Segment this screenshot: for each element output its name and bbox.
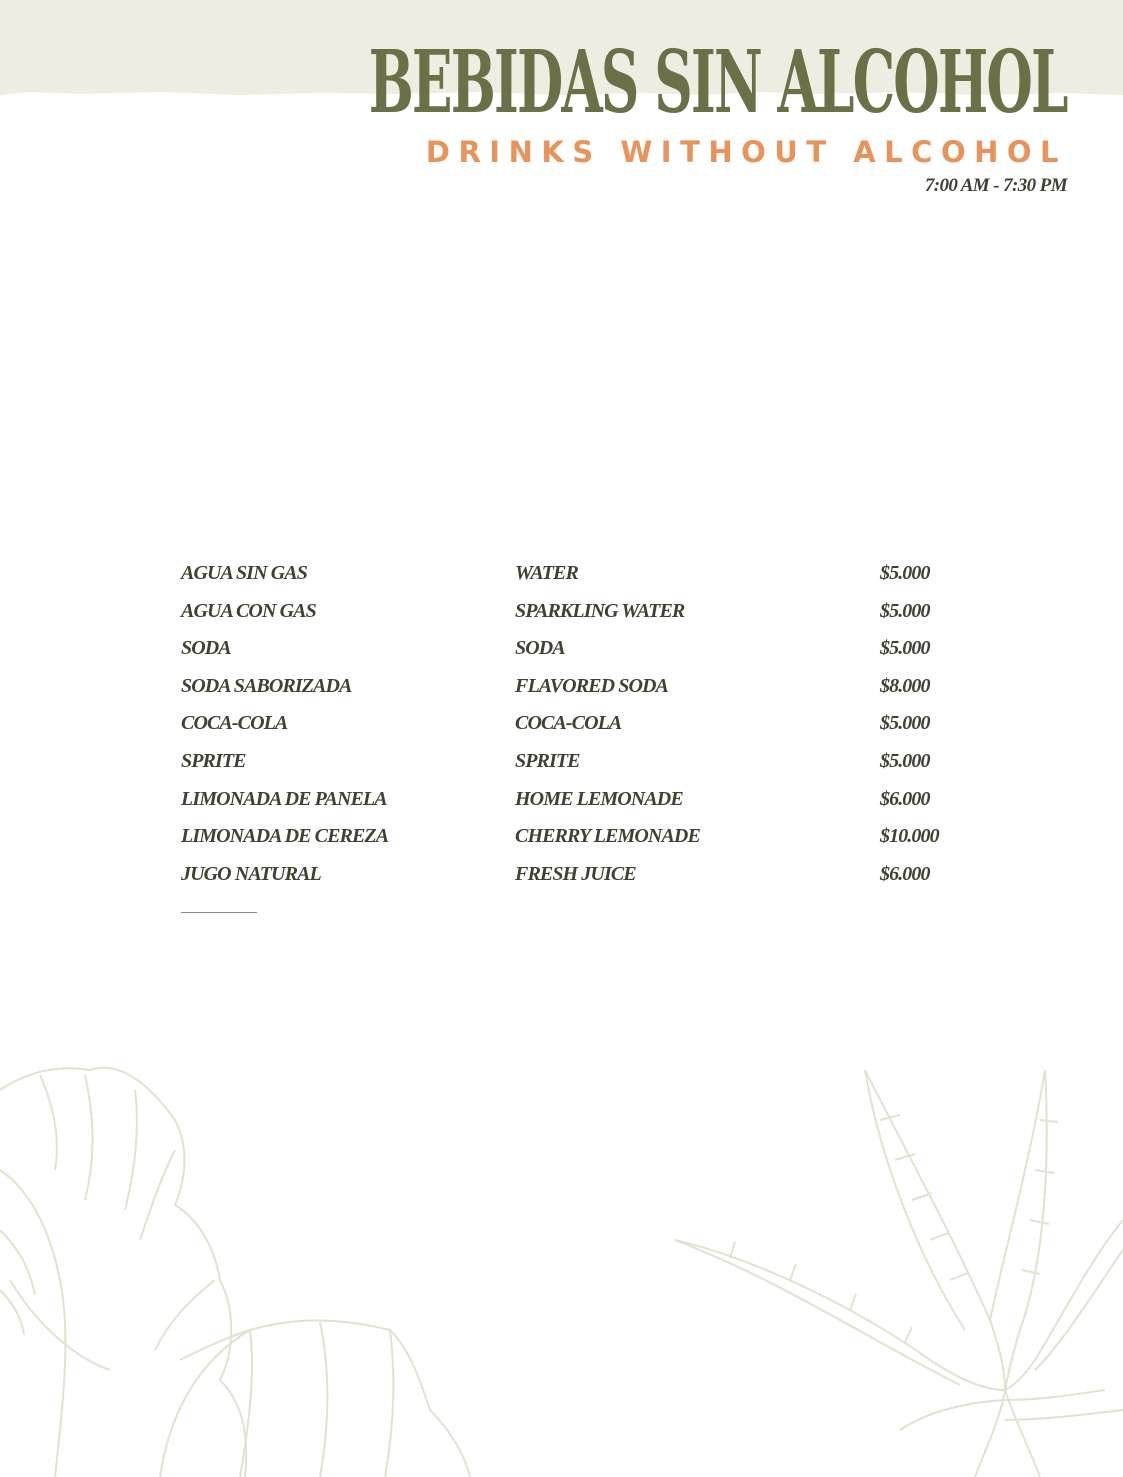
menu-row — [181, 710, 981, 748]
item-name-en: HOME LEMONADE — [515, 787, 683, 810]
item-name-en: SPARKLING WATER — [515, 599, 685, 622]
menu-row — [181, 861, 981, 899]
divider — [181, 912, 257, 913]
item-price: $8.000 — [880, 674, 930, 697]
drinks-menu — [181, 560, 981, 898]
item-name-es: AGUA SIN GAS — [181, 562, 307, 584]
item-name-en: WATER — [515, 562, 578, 584]
item-name-es: SPRITE — [181, 749, 246, 772]
item-name-es: SODA — [181, 637, 231, 660]
menu-row — [181, 598, 981, 636]
monstera-leaf-icon — [0, 1068, 470, 1477]
item-name-es: LIMONADA DE CEREZA — [181, 825, 389, 848]
botanical-decoration — [0, 1030, 1123, 1477]
opening-hours: 7:00 AM - 7:30 PM — [924, 175, 1067, 196]
item-name-es: JUGO NATURAL — [181, 862, 321, 885]
item-name-en: COCA-COLA — [515, 712, 622, 735]
item-price: $5.000 — [880, 599, 930, 622]
menu-row — [181, 748, 981, 786]
item-name-es: SODA SABORIZADA — [181, 674, 352, 697]
menu-row — [181, 560, 981, 598]
item-name-en: FRESH JUICE — [515, 862, 636, 885]
item-price: $5.000 — [880, 712, 930, 735]
item-name-en: SPRITE — [515, 749, 580, 772]
agave-plant-icon — [675, 1070, 1123, 1477]
item-name-en: CHERRY LEMONADE — [515, 825, 700, 848]
item-price: $6.000 — [880, 787, 930, 810]
item-name-en: FLAVORED SODA — [515, 674, 668, 697]
item-name-en: SODA — [515, 637, 565, 660]
item-price: $5.000 — [880, 637, 930, 660]
item-price: $5.000 — [880, 749, 930, 772]
menu-row — [181, 635, 981, 673]
item-name-es: LIMONADA DE PANELA — [181, 787, 387, 810]
page-title: BEBIDAS SIN ALCOHOL — [369, 32, 1067, 133]
page-subtitle: DRINKS WITHOUT ALCOHOL — [425, 135, 1067, 169]
item-name-es: COCA-COLA — [181, 712, 288, 735]
item-price: $10.000 — [880, 825, 939, 848]
item-price: $5.000 — [880, 562, 930, 584]
menu-row — [181, 786, 981, 824]
item-price: $6.000 — [880, 862, 930, 885]
menu-row — [181, 673, 981, 711]
item-name-es: AGUA CON GAS — [181, 599, 316, 622]
menu-row — [181, 823, 981, 861]
